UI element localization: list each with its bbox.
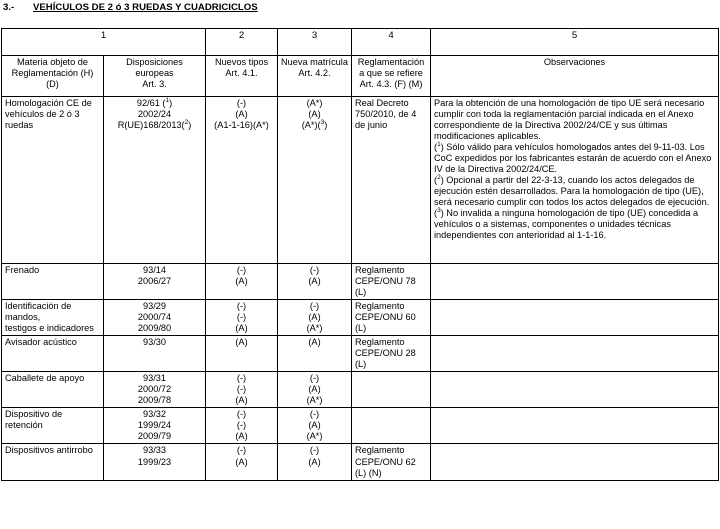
column-number-2: 2 [206, 29, 278, 56]
header-observaciones: Observaciones [431, 56, 719, 97]
cell-reglamentacion: Reglamento CEPE/ONU 28 (L) [352, 336, 431, 372]
cell-reglamentacion: Reglamento CEPE/ONU 78 (L) [352, 264, 431, 300]
table-row [2, 408, 719, 444]
table-row [2, 97, 719, 264]
cell-materia: Dispositivo de retención [2, 408, 104, 444]
cell-materia: Dispositivos antirrobo [2, 444, 104, 480]
cell-disposiciones: 93/31 2000/72 2009/78 [104, 372, 206, 408]
table-row [2, 336, 719, 372]
cell-observaciones [431, 336, 719, 372]
table-row [2, 264, 719, 300]
cell-materia: Homologación CE de vehículos de 2 ó 3 ruedas [2, 97, 104, 264]
cell-materia: Caballete de apoyo [2, 372, 104, 408]
cell-observaciones [431, 264, 719, 300]
cell-observaciones [431, 300, 719, 336]
cell-disposiciones: 93/14 2006/27 [104, 264, 206, 300]
cell-nuevos-tipos: (-) (A) [206, 264, 278, 300]
cell-nuevos-tipos: (-) (-) (A) [206, 408, 278, 444]
cell-disposiciones: 93/33 1999/23 [104, 444, 206, 480]
cell-nuevos-tipos: (-) (-) (A) [206, 300, 278, 336]
column-number-5: 5 [431, 29, 719, 56]
cell-nueva-matricula: (-) (A) (A*) [278, 372, 352, 408]
table-row [2, 300, 719, 336]
column-number-3: 3 [278, 29, 352, 56]
header-materia: Materia objeto de Reglamentación (H) (D) [2, 56, 104, 97]
cell-materia: Avisador acústico [2, 336, 104, 372]
column-header-row [2, 56, 719, 97]
regulation-table [1, 28, 719, 481]
cell-observaciones: Para la obtención de una homologación de tipo UE será necesario cumplir con toda la reglamentación parcial indicada en el Anexo correspondiente de la Directiva 2002/24/CE y sus últimas modificaciones aplicables. ($^1$) Sólo válido para vehículos homologados antes del 9-11-03. Los CoC expedidos por los fabricantes estarán de acuerdo con el Anexo IV de la Directiva 2002/24/CE. ($^2$) Opcional a partir del 22-3-13, cuando los actos delegados de ejecución estén desarrollados. Para la homologación de tipo (UE), será necesario cumplir con todos los actos delegados de ejecución. ($^3$) No invalida a ninguna homologación de tipo (UE) concedida a vehículos o a sistemas, componentes o unidades técnicas independientes con anterioridad al 1-1-16. [431, 97, 719, 264]
table-row [2, 372, 719, 408]
cell-disposiciones: 93/30 [104, 336, 206, 372]
column-number-row [2, 29, 719, 56]
cell-observaciones [431, 372, 719, 408]
cell-observaciones [431, 408, 719, 444]
cell-reglamentacion [352, 408, 431, 444]
cell-observaciones [431, 444, 719, 480]
cell-disposiciones: 93/32 1999/24 2009/79 [104, 408, 206, 444]
header-nuevos-tipos: Nuevos tipos Art. 4.1. [206, 56, 278, 97]
cell-disposiciones: 92/61 ($^1$) 2002/24 R(UE)168/2013($^2$) [104, 97, 206, 264]
header-reglamentacion: Reglamentación a que se refiere Art. 4.3. (F) (M) [352, 56, 431, 97]
cell-nuevos-tipos: (-) (-) (A) [206, 372, 278, 408]
cell-reglamentacion: Reglamento CEPE/ONU 62 (L) (N) [352, 444, 431, 480]
cell-nueva-matricula: (A) [278, 336, 352, 372]
cell-reglamentacion: Real Decreto 750/2010, de 4 de junio [352, 97, 431, 264]
cell-nueva-matricula: (A*) (A) (A*)($^3$) [278, 97, 352, 264]
cell-materia: Identificación de mandos, testigos e indicadores [2, 300, 104, 336]
cell-nuevos-tipos: (A) [206, 336, 278, 372]
section-heading: VEHÍCULOS DE 2 ó 3 RUEDAS Y CUADRICICLOS [33, 2, 258, 13]
cell-nueva-matricula: (-) (A) [278, 444, 352, 480]
section-number: 3.- [3, 2, 15, 13]
cell-nuevos-tipos: (-) (A) [206, 444, 278, 480]
cell-nueva-matricula: (-) (A) (A*) [278, 300, 352, 336]
cell-reglamentacion: Reglamento CEPE/ONU 60 (L) [352, 300, 431, 336]
cell-reglamentacion [352, 372, 431, 408]
table-row [2, 444, 719, 480]
cell-disposiciones: 93/29 2000/74 2009/80 [104, 300, 206, 336]
header-nueva-matricula: Nueva matrícula Art. 4.2. [278, 56, 352, 97]
cell-nuevos-tipos: (-) (A) (A1-1-16)(A*) [206, 97, 278, 264]
column-number-4: 4 [352, 29, 431, 56]
column-number-1: 1 [2, 29, 206, 56]
section-title [3, 2, 258, 14]
header-disposiciones: Disposiciones europeas Art. 3. [104, 56, 206, 97]
cell-nueva-matricula: (-) (A) (A*) [278, 408, 352, 444]
table-body [2, 97, 719, 481]
cell-nueva-matricula: (-) (A) [278, 264, 352, 300]
cell-materia: Frenado [2, 264, 104, 300]
